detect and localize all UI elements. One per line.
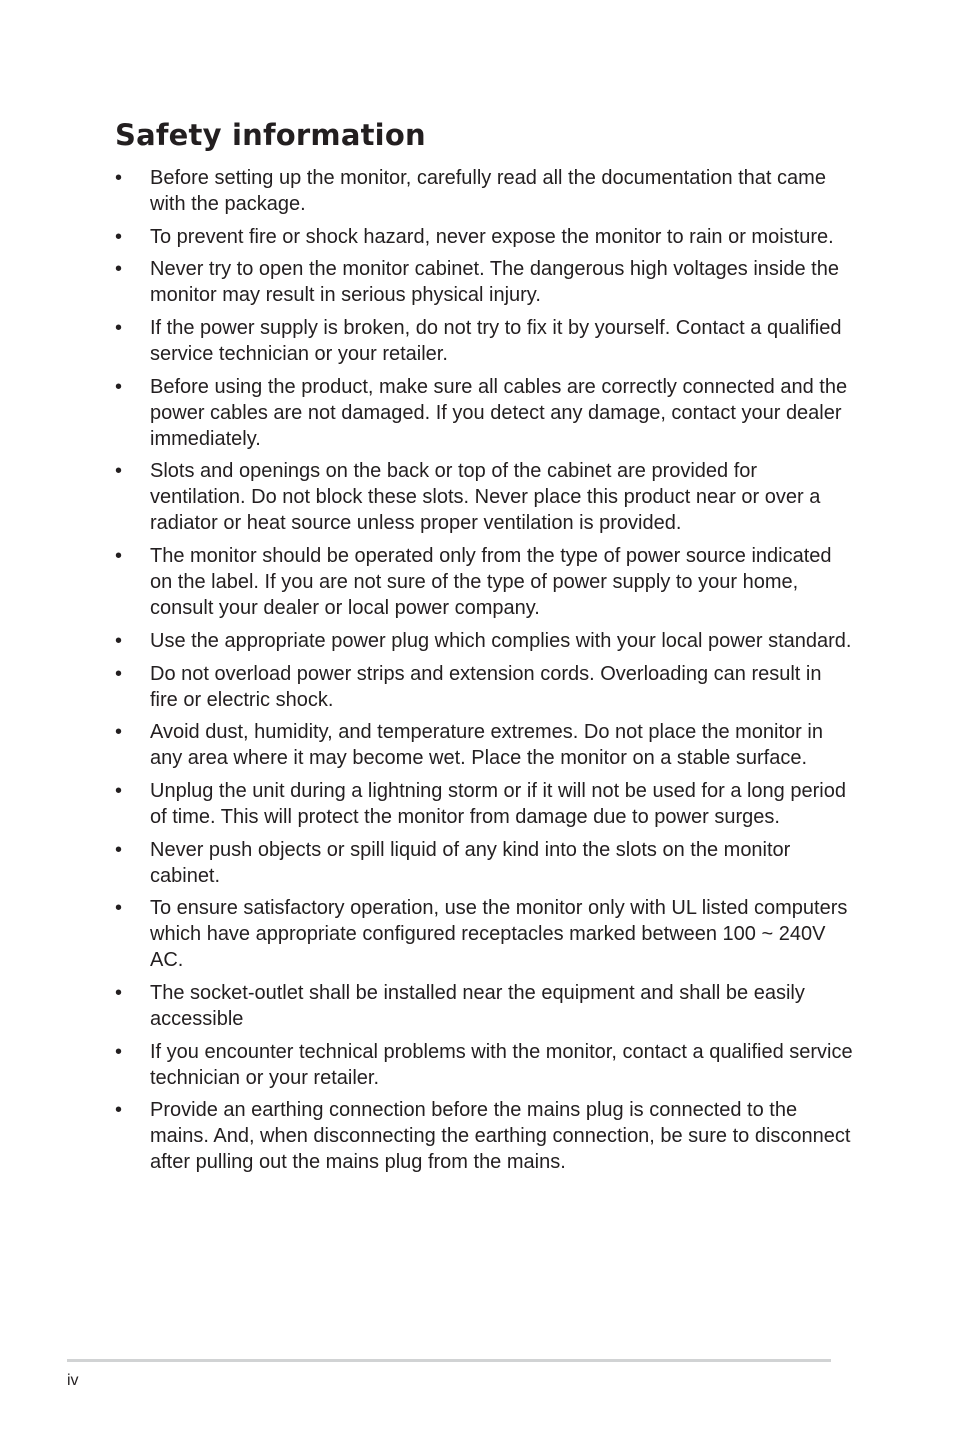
list-item (0, 719, 954, 771)
bullet-icon: • (115, 662, 123, 685)
list-item-text: Provide an earthing connection before the mains plug is connected to the mains. And, when disconnecting the earthing connection, be sure to disconnect after pulling out the mains plug from the mains. (150, 1099, 851, 1174)
bullet-icon: • (115, 460, 123, 483)
list-item-text: Use the appropriate power plug which complies with your local power standard. (150, 629, 852, 652)
list-item-text: Do not overload power strips and extension cords. Overloading can result in fire or electric shock. (150, 662, 822, 711)
list-item (0, 458, 954, 536)
list-item (0, 837, 954, 889)
list-item (0, 661, 954, 713)
list-item-text: If you encounter technical problems with the monitor, contact a qualified service technician or your retailer. (150, 1040, 853, 1089)
list-item-text: Before using the product, make sure all cables are correctly connected and the power cables are not damaged. If you detect any damage, contact your dealer immediately. (150, 375, 848, 450)
bullet-icon: • (115, 317, 123, 340)
bullet-icon: • (115, 838, 123, 861)
bullet-icon: • (115, 1040, 123, 1063)
list-item-text: To ensure satisfactory operation, use the monitor only with UL listed computers which have appropriate configured receptacles marked between 100 ~ 240V AC. (150, 897, 848, 972)
page-number: iv (67, 1372, 79, 1389)
list-item (0, 165, 954, 217)
footer-divider (67, 1359, 831, 1362)
list-item-text: The monitor should be operated only from the type of power source indicated on the label. If you are not sure of the type of power supply to your home, consult your dealer or local power company. (150, 545, 832, 620)
list-item (0, 543, 954, 621)
list-item-text: To prevent fire or shock hazard, never expose the monitor to rain or moisture. (150, 225, 834, 248)
list-item-text: If the power supply is broken, do not try to fix it by yourself. Contact a qualified service technician or your retailer. (150, 317, 842, 366)
list-item (0, 1039, 954, 1091)
bullet-icon: • (115, 721, 123, 744)
list-item (0, 374, 954, 452)
list-item (0, 895, 954, 973)
safety-list (0, 165, 954, 1182)
list-item-text: Slots and openings on the back or top of the cabinet are provided for ventilation. Do not block these slots. Never place this product near or over a radiator or heat source unless proper ventilation is provided. (150, 460, 821, 535)
list-item-text: Avoid dust, humidity, and temperature extremes. Do not place the monitor in any area where it may become wet. Place the monitor on a stable surface. (150, 721, 823, 770)
bullet-icon: • (115, 981, 123, 1004)
list-item-text: The socket-outlet shall be installed near the equipment and shall be easily accessible (150, 981, 805, 1030)
list-item-text: Never try to open the monitor cabinet. The dangerous high voltages inside the monitor may result in serious physical injury. (150, 258, 839, 307)
bullet-icon: • (115, 629, 123, 652)
list-item (0, 256, 954, 308)
list-item (0, 778, 954, 830)
list-item-text: Unplug the unit during a lightning storm or if it will not be used for a long period of time. This will protect the monitor from damage due to power surges. (150, 779, 846, 828)
list-item-text: Before setting up the monitor, carefully read all the documentation that came with the package. (150, 167, 826, 215)
bullet-icon: • (115, 225, 123, 248)
list-item-text: Never push objects or spill liquid of any kind into the slots on the monitor cabinet. (150, 838, 791, 887)
list-item (0, 1097, 954, 1175)
bullet-icon: • (115, 1099, 123, 1122)
bullet-icon: • (115, 897, 123, 920)
bullet-icon: • (115, 779, 123, 802)
list-item (0, 224, 954, 250)
bullet-icon: • (115, 375, 123, 398)
list-item (0, 628, 954, 654)
list-item (0, 980, 954, 1032)
bullet-icon: • (115, 545, 123, 568)
list-item (0, 315, 954, 367)
page-title: Safety information (115, 118, 426, 152)
bullet-icon: • (115, 258, 123, 281)
bullet-icon: • (115, 167, 123, 189)
